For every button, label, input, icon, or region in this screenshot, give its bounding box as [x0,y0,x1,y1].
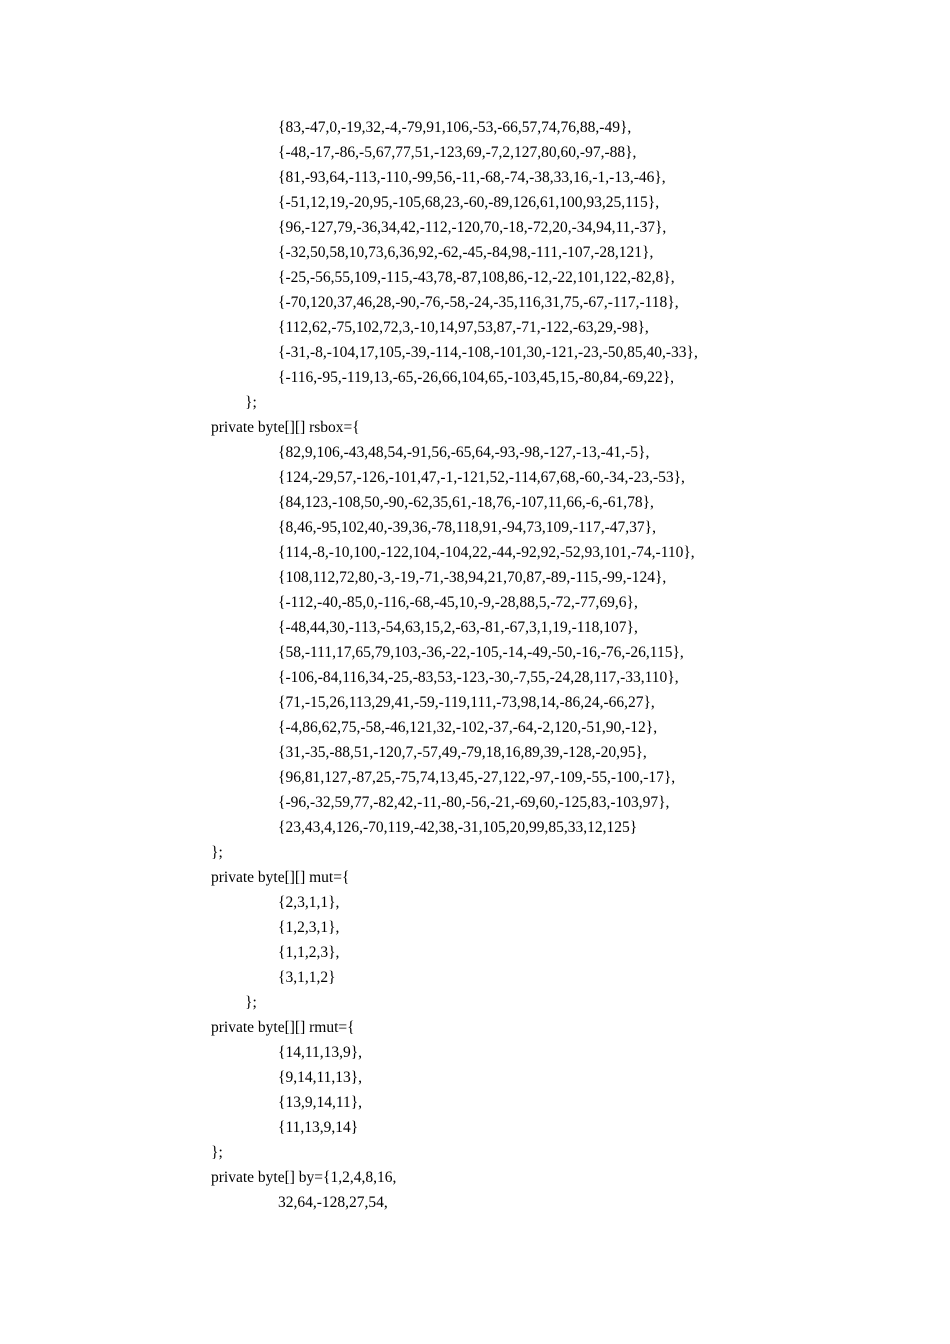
code-line: private byte[] by={1,2,4,8,16, [211,1169,397,1186]
code-line: {-48,-17,-86,-5,67,77,51,-123,69,-7,2,127,80,60,-97,-88}, [278,144,637,161]
code-line: }; [211,1144,223,1161]
code-line: {-32,50,58,10,73,6,36,92,-62,-45,-84,98,-111,-107,-28,121}, [278,244,654,261]
code-line: {3,1,1,2} [278,969,336,986]
code-line: {-106,-84,116,34,-25,-83,53,-123,-30,-7,55,-24,28,117,-33,110}, [278,669,679,686]
code-line: private byte[][] mut={ [211,869,350,886]
code-line: 32,64,-128,27,54, [278,1194,388,1211]
code-line: {8,46,-95,102,40,-39,36,-78,118,91,-94,73,109,-117,-47,37}, [278,519,656,536]
code-line: private byte[][] rsbox={ [211,419,360,436]
code-line: {112,62,-75,102,72,3,-10,14,97,53,87,-71,-122,-63,29,-98}, [278,319,649,336]
code-line: {14,11,13,9}, [278,1044,363,1061]
code-line: {114,-8,-10,100,-122,104,-104,22,-44,-92,92,-52,93,101,-74,-110}, [278,544,695,561]
code-line: {82,9,106,-43,48,54,-91,56,-65,64,-93,-98,-127,-13,-41,-5}, [278,444,650,461]
code-line: {58,-111,17,65,79,103,-36,-22,-105,-14,-49,-50,-16,-76,-26,115}, [278,644,684,661]
code-line: {81,-93,64,-113,-110,-99,56,-11,-68,-74,-38,33,16,-1,-13,-46}, [278,169,666,186]
code-line: }; [245,994,257,1011]
code-line: {11,13,9,14} [278,1119,359,1136]
code-line: {-31,-8,-104,17,105,-39,-114,-108,-101,30,-121,-23,-50,85,40,-33}, [278,344,698,361]
code-line: {13,9,14,11}, [278,1094,363,1111]
code-line: {31,-35,-88,51,-120,7,-57,49,-79,18,16,89,39,-128,-20,95}, [278,744,647,761]
code-line: {96,81,127,-87,25,-75,74,13,45,-27,122,-97,-109,-55,-100,-17}, [278,769,676,786]
code-line: private byte[][] rmut={ [211,1019,355,1036]
code-line: {-116,-95,-119,13,-65,-26,66,104,65,-103,45,15,-80,84,-69,22}, [278,369,675,386]
code-line: {23,43,4,126,-70,119,-42,38,-31,105,20,99,85,33,12,125} [278,819,638,836]
code-line: {83,-47,0,-19,32,-4,-79,91,106,-53,-66,57,74,76,88,-49}, [278,119,632,136]
code-listing [0,115,950,1215]
code-line: {-48,44,30,-113,-54,63,15,2,-63,-81,-67,3,1,19,-118,107}, [278,619,638,636]
code-line: {-70,120,37,46,28,-90,-76,-58,-24,-35,116,31,75,-67,-117,-118}, [278,294,679,311]
code-line: {108,112,72,80,-3,-19,-71,-38,94,21,70,87,-89,-115,-99,-124}, [278,569,667,586]
code-line: {-4,86,62,75,-58,-46,121,32,-102,-37,-64,-2,120,-51,90,-12}, [278,719,658,736]
code-line: {2,3,1,1}, [278,894,340,911]
code-line: }; [211,844,223,861]
code-line: {-96,-32,59,77,-82,42,-11,-80,-56,-21,-69,60,-125,83,-103,97}, [278,794,670,811]
code-line: {84,123,-108,50,-90,-62,35,61,-18,76,-107,11,66,-6,-61,78}, [278,494,654,511]
code-line: {1,1,2,3}, [278,944,340,961]
code-line: {-25,-56,55,109,-115,-43,78,-87,108,86,-12,-22,101,122,-82,8}, [278,269,675,286]
code-line: {-51,12,19,-20,95,-105,68,23,-60,-89,126,61,100,93,25,115}, [278,194,660,211]
code-line: {96,-127,79,-36,34,42,-112,-120,70,-18,-72,20,-34,94,11,-37}, [278,219,667,236]
code-line: }; [245,394,257,411]
code-line: {124,-29,57,-126,-101,47,-1,-121,52,-114,67,68,-60,-34,-23,-53}, [278,469,685,486]
code-line: {1,2,3,1}, [278,919,340,936]
code-line: {-112,-40,-85,0,-116,-68,-45,10,-9,-28,88,5,-72,-77,69,6}, [278,594,638,611]
code-line: {71,-15,26,113,29,41,-59,-119,111,-73,98,14,-86,24,-66,27}, [278,694,655,711]
code-line: {9,14,11,13}, [278,1069,363,1086]
